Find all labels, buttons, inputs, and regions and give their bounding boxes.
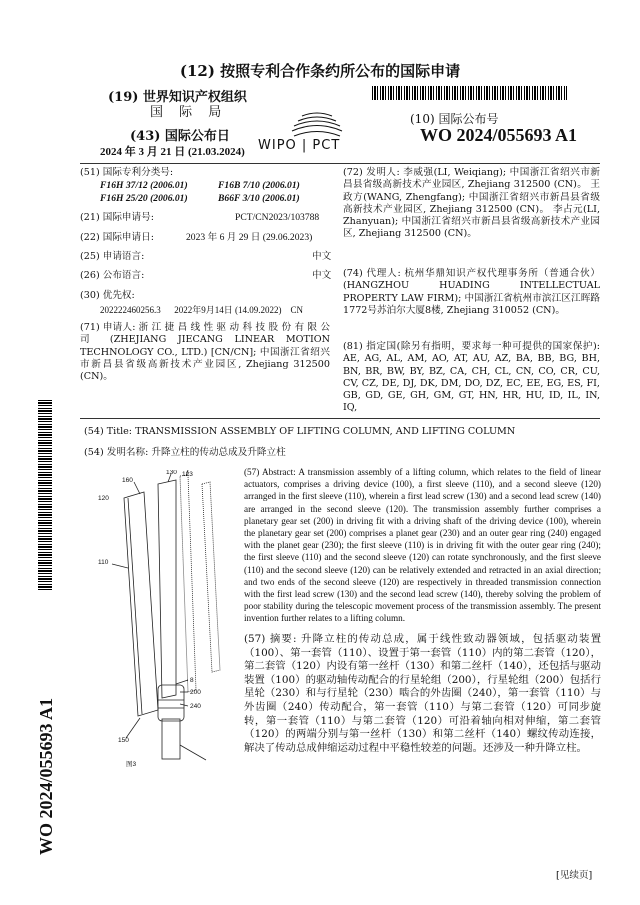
document-title: (12) 按照专利合作条约所公布的国际申请 — [179, 62, 461, 80]
drawing-label-150: 150 — [118, 737, 129, 744]
pub-date-label: (43) 国际公布日 — [130, 129, 230, 144]
pub-date: 2024 年 3 月 21 日 (21.03.2024) — [100, 146, 245, 158]
drawing-label-8: 8 — [190, 677, 194, 684]
organization-name: (19) 世界知识产权组织 — [108, 90, 247, 105]
divider — [80, 163, 600, 164]
filing-date-label: (22) 国际申请日: — [80, 232, 154, 243]
drawing-label-120: 120 — [98, 495, 109, 502]
ipc-class-3: F16H 25/20 (2006.01) — [100, 193, 188, 204]
publication-language-label: (26) 公布语言: — [80, 270, 145, 281]
ipc-label: (51) 国际专利分类号: — [80, 167, 174, 178]
ipc-class-2: F16B 7/10 (2006.01) — [218, 180, 300, 191]
filing-language: 中文 — [312, 251, 332, 262]
publication-language: 中文 — [312, 270, 332, 281]
side-pub-number: WO 2024/055693 A1 — [36, 697, 56, 855]
drawing-figure-label: 图3 — [126, 761, 137, 768]
ipc-class-4: B66F 3/10 (2006.01) — [218, 193, 300, 204]
drawing-label-123: 123 — [182, 471, 193, 478]
abstract-english: (57) Abstract: A transmission assembly of a lifting column, which relates to the field of linear actuators, comprises a driving device (100), a first sleeve (110), and a second sleeve (120) arranged in the first sleeve (110), wherein a first lead screw (130) and a second lead screw (140) are arranged in the second sleeve (120). The transmission assembly further comprises a planetary gear set (200) in driving fit with a driving shaft of the driving device (100), wherein the planetary gear set (200) comprises a planet gear (230) and an outer gear ring (240) engaged with the planet gear (230); the first sleeve (110) is in driving fit with the outer gear ring (240); the first sleeve (110) and the second sleeve (120) can rotate synchronously, and the first sleeve (110) and the second sleeve (120) can be relatively extended and retracted in an axial direction; and two ends of the second sleeve (120) are respectively in threaded transmission connection with the first lead screw (130) and the second lead screw (140), thereby solving the problem of poor stability during the telescopic movement process of the transmission assembly. The present invention further relates to a lifting column. — [244, 467, 601, 624]
title-chinese: (54) 发明名称: 升降立柱的传动总成及升降立柱 — [84, 447, 286, 458]
ipc-class-1: F16H 37/12 (2006.01) — [100, 180, 188, 191]
inventors: (72) 发明人: 李威强(LI, Weiqiang); 中国浙江省绍兴市新昌县省级高新技术产业园区, Zhejiang 312500 (CN)。 王政方(WANG, Zhengfang); 中国浙江省绍兴市新昌县省级高新技术产业园区, Zhejiang 312500 (CN)。 李占元(LI, Zhanyuan); 中国浙江省绍兴市新昌县省级高新技术产业园区, Zhejiang 312500 (CN)。 — [343, 167, 600, 240]
pub-number-label: (10) 国际公布号 — [410, 112, 499, 126]
application-number: PCT/CN2023/103788 — [235, 212, 320, 223]
drawing-label-110: 110 — [98, 559, 109, 566]
applicant: (71) 申请人: 浙 江 捷 昌 线 性 驱 动 科 技 股 份 有 限 公 司 (ZHEJIANG JIECANG LINEAR MOTION TECHNOLOGY CO., LTD.) [CN/CN]; 中国浙江省绍兴市新昌县省级高新技术产业园区, Zhejiang 312500 (CN)。 — [80, 322, 330, 383]
designated-states: (81) 指定国(除另有指明，要求每一种可提供的国家保护): AE, AG, AL, AM, AO, AT, AU, AZ, BA, BB, BG, BH, BN, BR, BW, BY, BZ, CA, CH, CL, CN, CO, CR, CU, CV, CZ, DE, DJ, DK, DM, DO, DZ, EC, EE, EG, ES, FI, GB, GD, GE, GH, GM, GT, HN, HR, HU, ID, IL, IN, IQ, — [343, 341, 600, 414]
side-barcode-icon — [38, 400, 52, 590]
drawing-label-130: 130 — [166, 470, 177, 476]
barcode-icon — [372, 86, 567, 100]
drawing-label-160: 160 — [122, 477, 133, 484]
pub-number: WO 2024/055693 A1 — [420, 125, 578, 145]
priority-data: 202222460256.3 2022年9月14日 (14.09.2022) CN — [100, 305, 303, 315]
organization-bureau: 国 际 局 — [150, 105, 228, 120]
priority-label: (30) 优先权: — [80, 290, 135, 301]
continued-note: [见续页] — [556, 870, 593, 881]
wipo-pct-wordmark: WIPO | PCT — [258, 138, 341, 153]
patent-drawing — [96, 470, 236, 770]
filing-date: 2023 年 6 月 29 日 (29.06.2023) — [186, 232, 313, 243]
application-number-label: (21) 国际申请号: — [80, 212, 154, 223]
drawing-label-240: 240 — [190, 703, 201, 710]
filing-language-label: (25) 申请语言: — [80, 251, 145, 262]
agent: (74) 代理人: 杭州华鼎知识产权代理事务所（普通合伙）(HANGZHOU HUADING INTELLECTUAL PROPERTY LAW FIRM); 中国浙江省杭州市滨江区江晖路1772号苏泊尔大厦8楼, Zhejiang 310052 (CN)。 — [343, 268, 600, 316]
abstract-chinese: (57) 摘要: 升降立柱的传动总成，属于线性致动器领域，包括驱动装置（100）、第一套管（110）、设置于第一套管（110）内的第二套管（120），第二套管（120）内设有第一丝杆（130）和第二丝杆（140），还包括与驱动装置（100）的驱动轴传动配合的行星轮组（200），行星轮组（200）包括行星轮（230）和与行星轮（230）啮合的外齿圈（240），第一套管（110）与外齿圈（240）传动配合，第一套管（110）与第二套管（120）可同步旋转，第一套管（110）与第二套管（120）可沿着轴向相对伸缩，第二套管（120）的两端分别与第一丝杆（130）和第二丝杆（140）螺纹传动连接，解决了传动总成伸缩运动过程中平稳性较差的问题。还涉及一种升降立柱。 — [244, 633, 601, 754]
drawing-label-200: 200 — [190, 689, 201, 696]
title-english: (54) Title: TRANSMISSION ASSEMBLY OF LIFTING COLUMN, AND LIFTING COLUMN — [84, 426, 516, 437]
divider — [80, 418, 600, 419]
